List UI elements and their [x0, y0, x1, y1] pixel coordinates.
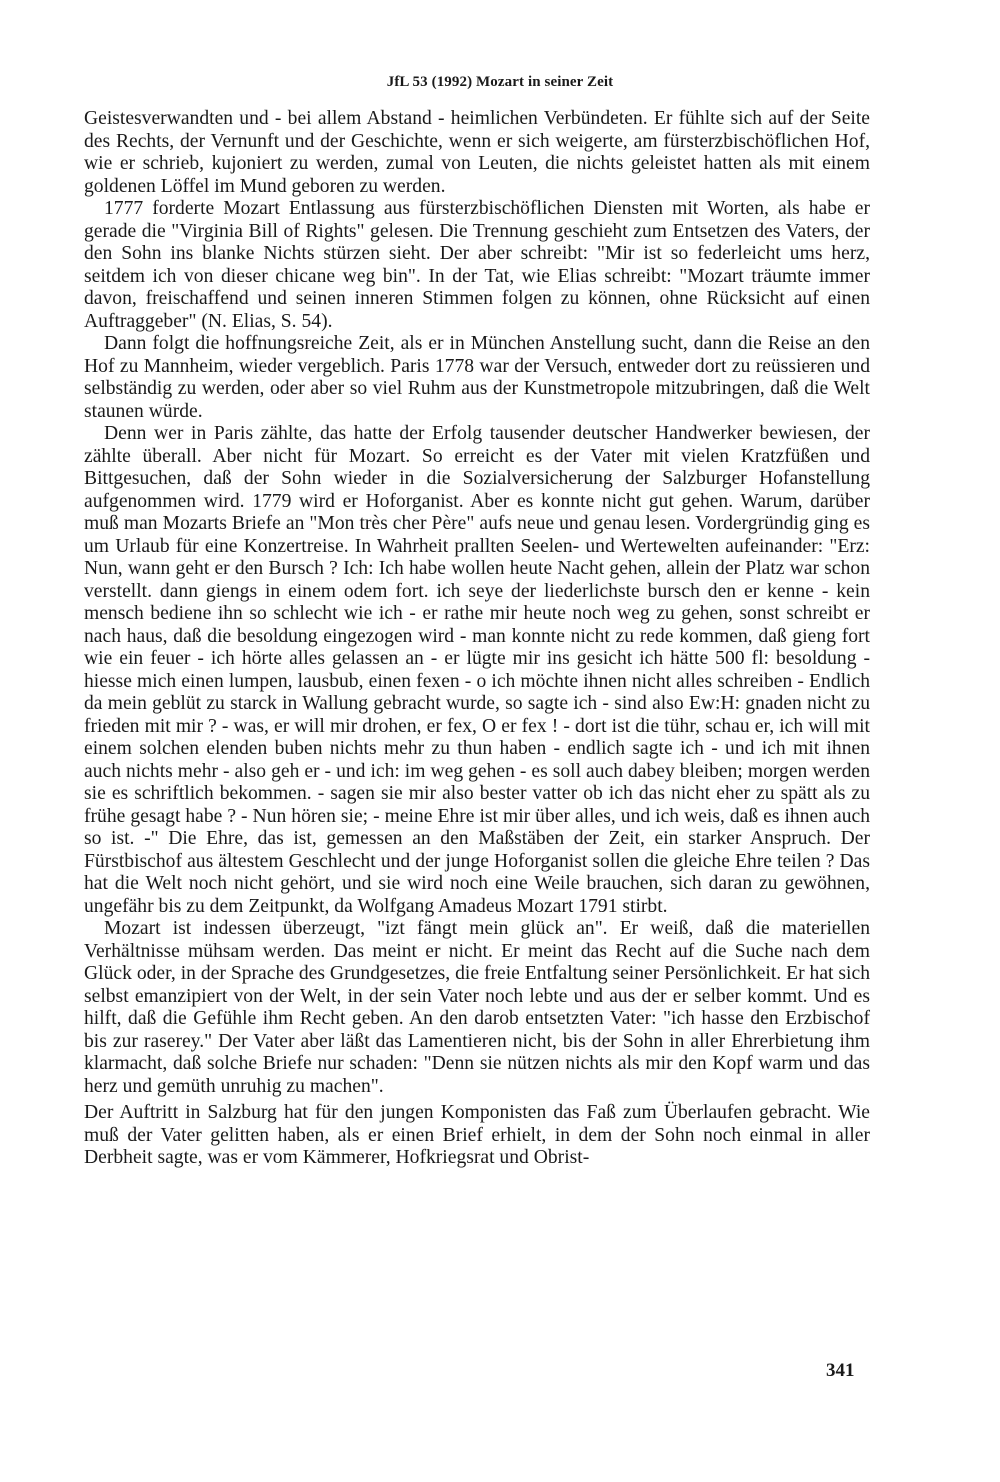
paragraph-3: Dann folgt die hoffnungsreiche Zeit, als er in München Anstellung sucht, dann die Reise an den Hof zu Mannheim, wieder vergeblich. Paris 1778 war der Versuch, entweder dort zu reüssieren und selbständig zu werden, oder aber so viel Ruhm aus der Kunstmetropole mitzubringen, daß die Welt staunen würde.	[84, 333, 870, 422]
running-header: JfL 53 (1992) Mozart in seiner Zeit	[386, 74, 614, 90]
page-number: 341	[826, 1360, 855, 1381]
paragraph-6: Der Auftritt in Salzburg hat für den jungen Komponisten das Faß zum Überlaufen gebracht. Wie muß der Vater gelitten haben, als er einen Brief erhielt, in dem der Sohn noch einmal in aller Derbheit sagte, was er vom Kämmerer, Hofkriegsrat und Obrist-	[84, 1102, 870, 1168]
body-text	[84, 108, 870, 1170]
paragraph-4: Denn wer in Paris zählte, das hatte der Erfolg tausender deutscher Handwerker bewiesen, der zählte überall. Aber nicht für Mozart. So erreicht es der Vater mit vielen Kratzfüßen und Bittgesuchen, daß der Sohn wieder in die Sozialversicherung der Salzburger Hofanstellung aufgenommen wird. 1779 wird er Hoforganist. Aber es konnte nicht gut gehen. Warum, darüber muß man Mozarts Briefe an "Mon très cher Père" aufs neue und genau lesen. Vordergründig ging es um Urlaub für eine Konzertreise. In Wahrheit prallten Seelen- und Wertewelten aufeinander: "Erz: Nun, wann geht er den Bursch ? Ich: Ich habe wollen heute Nacht gehen, allein der Platz war schon verstellt. dann giengs in einem odem fort. ich seye der liederlichste bursch den er kenne - kein mensch bediene ihn so schlecht wie ich - er rathe mir heute noch weg zu gehen, sonst schreibt er nach haus, daß die besoldung eingezogen wird - man konnte nicht zu rede kommen, daß gieng fort wie ein feuer - ich hörte alles gelassen an - er lügte mir ins gesicht ich hätte 500 fl: besoldung - hiesse mich einen lumpen, lausbub, einen fexen - o ich möchte ihnen nicht alles schreiben - Endlich da mein geblüt zu starck in Wallung gebracht wurde, so sagte ich - sind also Ew:H: gnaden nicht zu frieden mit mir ? - was, er will mir drohen, er fex, O er fex ! - dort ist die tühr, schau er, ich will mit einem solchen elenden buben nichts mehr zu thun haben - endlich sagte ich - und ich mit ihnen auch nichts mehr - also geh er - und ich: im weg gehen - es soll auch dabey bleiben; morgen werden sie es schriftlich bekommen. - sagen sie mir also bester vatter ob ich das nicht eher zu spätt als zu frühe gesagt habe ? - Nun hören sie; - meine Ehre ist mir über alles, und ich weis, daß es ihnen auch so ist. -" Die Ehre, das ist, gemessen an den Maßstäben der Zeit, ein starker Anspruch. Der Fürstbischof aus ältestem Geschlecht und der junge Hoforganist sollen die gleiche Ehre teilen ? Das hat die Welt noch nicht gehört, und sie wird noch eine Weile brauchen, sich daran zu gewöhnen, ungefähr bis zu dem Zeitpunkt, da Wolfgang Amadeus Mozart 1791 stirbt.	[84, 423, 870, 917]
paragraph-2: 1777 forderte Mozart Entlassung aus fürsterzbischöflichen Diensten mit Worten, als habe er gerade die "Virginia Bill of Rights" gelesen. Die Trennung geschieht zum Entsetzen des Vaters, der den Sohn ins blanke Nichts stürzen sieht. Der aber schreibt: "Mir ist so federleicht ums herz, seitdem ich von dieser chicane weg bin". In der Tat, wie Elias schreibt: "Mozart träumte immer davon, freischaffend und seinen inneren Stimmen folgen zu können, ohne Rücksicht auf einen Auftraggeber" (N. Elias, S. 54).	[84, 198, 870, 332]
paragraph-5: Mozart ist indessen überzeugt, "izt fängt mein glück an". Er weiß, daß die materiellen Verhältnisse mühsam werden. Das meint er nicht. Er meint das Recht auf die Suche nach dem Glück oder, in der Sprache des Grundgesetzes, die freie Entfaltung seiner Persönlichkeit. Er hat sich selbst emanzipiert von der Welt, in der sein Vater noch lebte und aus der er selber kommt. Und es hilft, daß die Gefühle ihm Recht geben. An den darob entsetzten Vater: "ich hasse den Erzbischof bis zur raserey." Der Vater aber läßt das Lamentieren nicht, bis der Sohn in aller Ehrerbietung ihm klarmacht, daß solche Briefe nur schaden: "Denn sie nützen nichts als mir den Kopf warm und das herz und gemüth unruhig zu machen".	[84, 918, 870, 1097]
paragraph-1: Geistesverwandten und - bei allem Abstand - heimlichen Verbündeten. Er fühlte sich auf der Seite des Rechts, der Vernunft und der Geschichte, wenn er sich weigerte, am fürsterzbischöflichen Hof, wie er schrieb, kujoniert zu werden, zumal von Leuten, die nichts geleistet hatten als mit einem goldenen Löffel im Mund geboren zu werden.	[84, 108, 870, 197]
